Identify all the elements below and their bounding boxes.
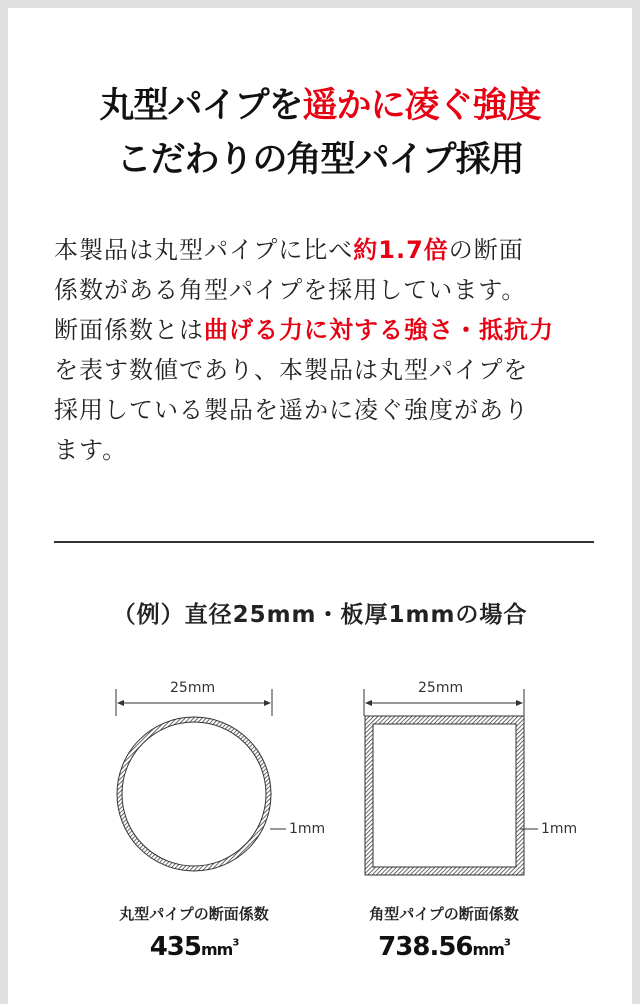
round-width-label: 25mm: [170, 680, 216, 696]
highlight-ratio: 約1.7倍: [353, 236, 449, 264]
paragraph-line: ます。: [54, 436, 128, 464]
square-value-number: 738.56: [378, 932, 473, 962]
round-thickness-label: 1mm: [289, 821, 326, 837]
round-pipe-cross-section: [117, 717, 271, 871]
square-value-unit: mm: [472, 940, 504, 959]
round-value: [94, 932, 294, 962]
square-width-label: 25mm: [418, 680, 464, 696]
round-value-exponent: 3: [232, 937, 239, 949]
headline-line-2: こだわりの角型パイプ採用: [116, 140, 524, 180]
round-value-number: 435: [149, 932, 201, 962]
cross-section-diagram: [8, 8, 632, 1004]
paragraph-text: 本製品は丸型パイプに比べ: [54, 236, 354, 264]
paragraph-text: の断面: [448, 236, 524, 264]
square-thickness-label: 1mm: [541, 821, 578, 837]
highlight-definition: 曲げる力に対する強さ・抵抗力: [204, 316, 554, 344]
square-value: [344, 932, 544, 962]
headline-text: 丸型パイプを: [99, 86, 303, 126]
paragraph-line: 係数がある角型パイプを採用しています。: [54, 276, 527, 304]
content-card: [8, 8, 632, 1004]
headline-highlight: 遥かに凌ぐ強度: [302, 86, 541, 126]
square-caption: 角型パイプの断面係数: [369, 905, 519, 923]
paragraph-line: を表す数値であり、本製品は丸型パイプを: [54, 356, 529, 384]
square-value-exponent: 3: [503, 937, 510, 949]
round-value-unit: mm: [200, 940, 233, 959]
paragraph-text: 断面係数とは: [54, 316, 204, 344]
paragraph-line: 採用している製品を遥かに凌ぐ強度があり: [54, 396, 529, 424]
example-title: （例）直径25mm・板厚1mmの場合: [112, 602, 528, 628]
round-caption: 丸型パイプの断面係数: [119, 905, 269, 923]
square-pipe-cross-section: [365, 716, 524, 875]
